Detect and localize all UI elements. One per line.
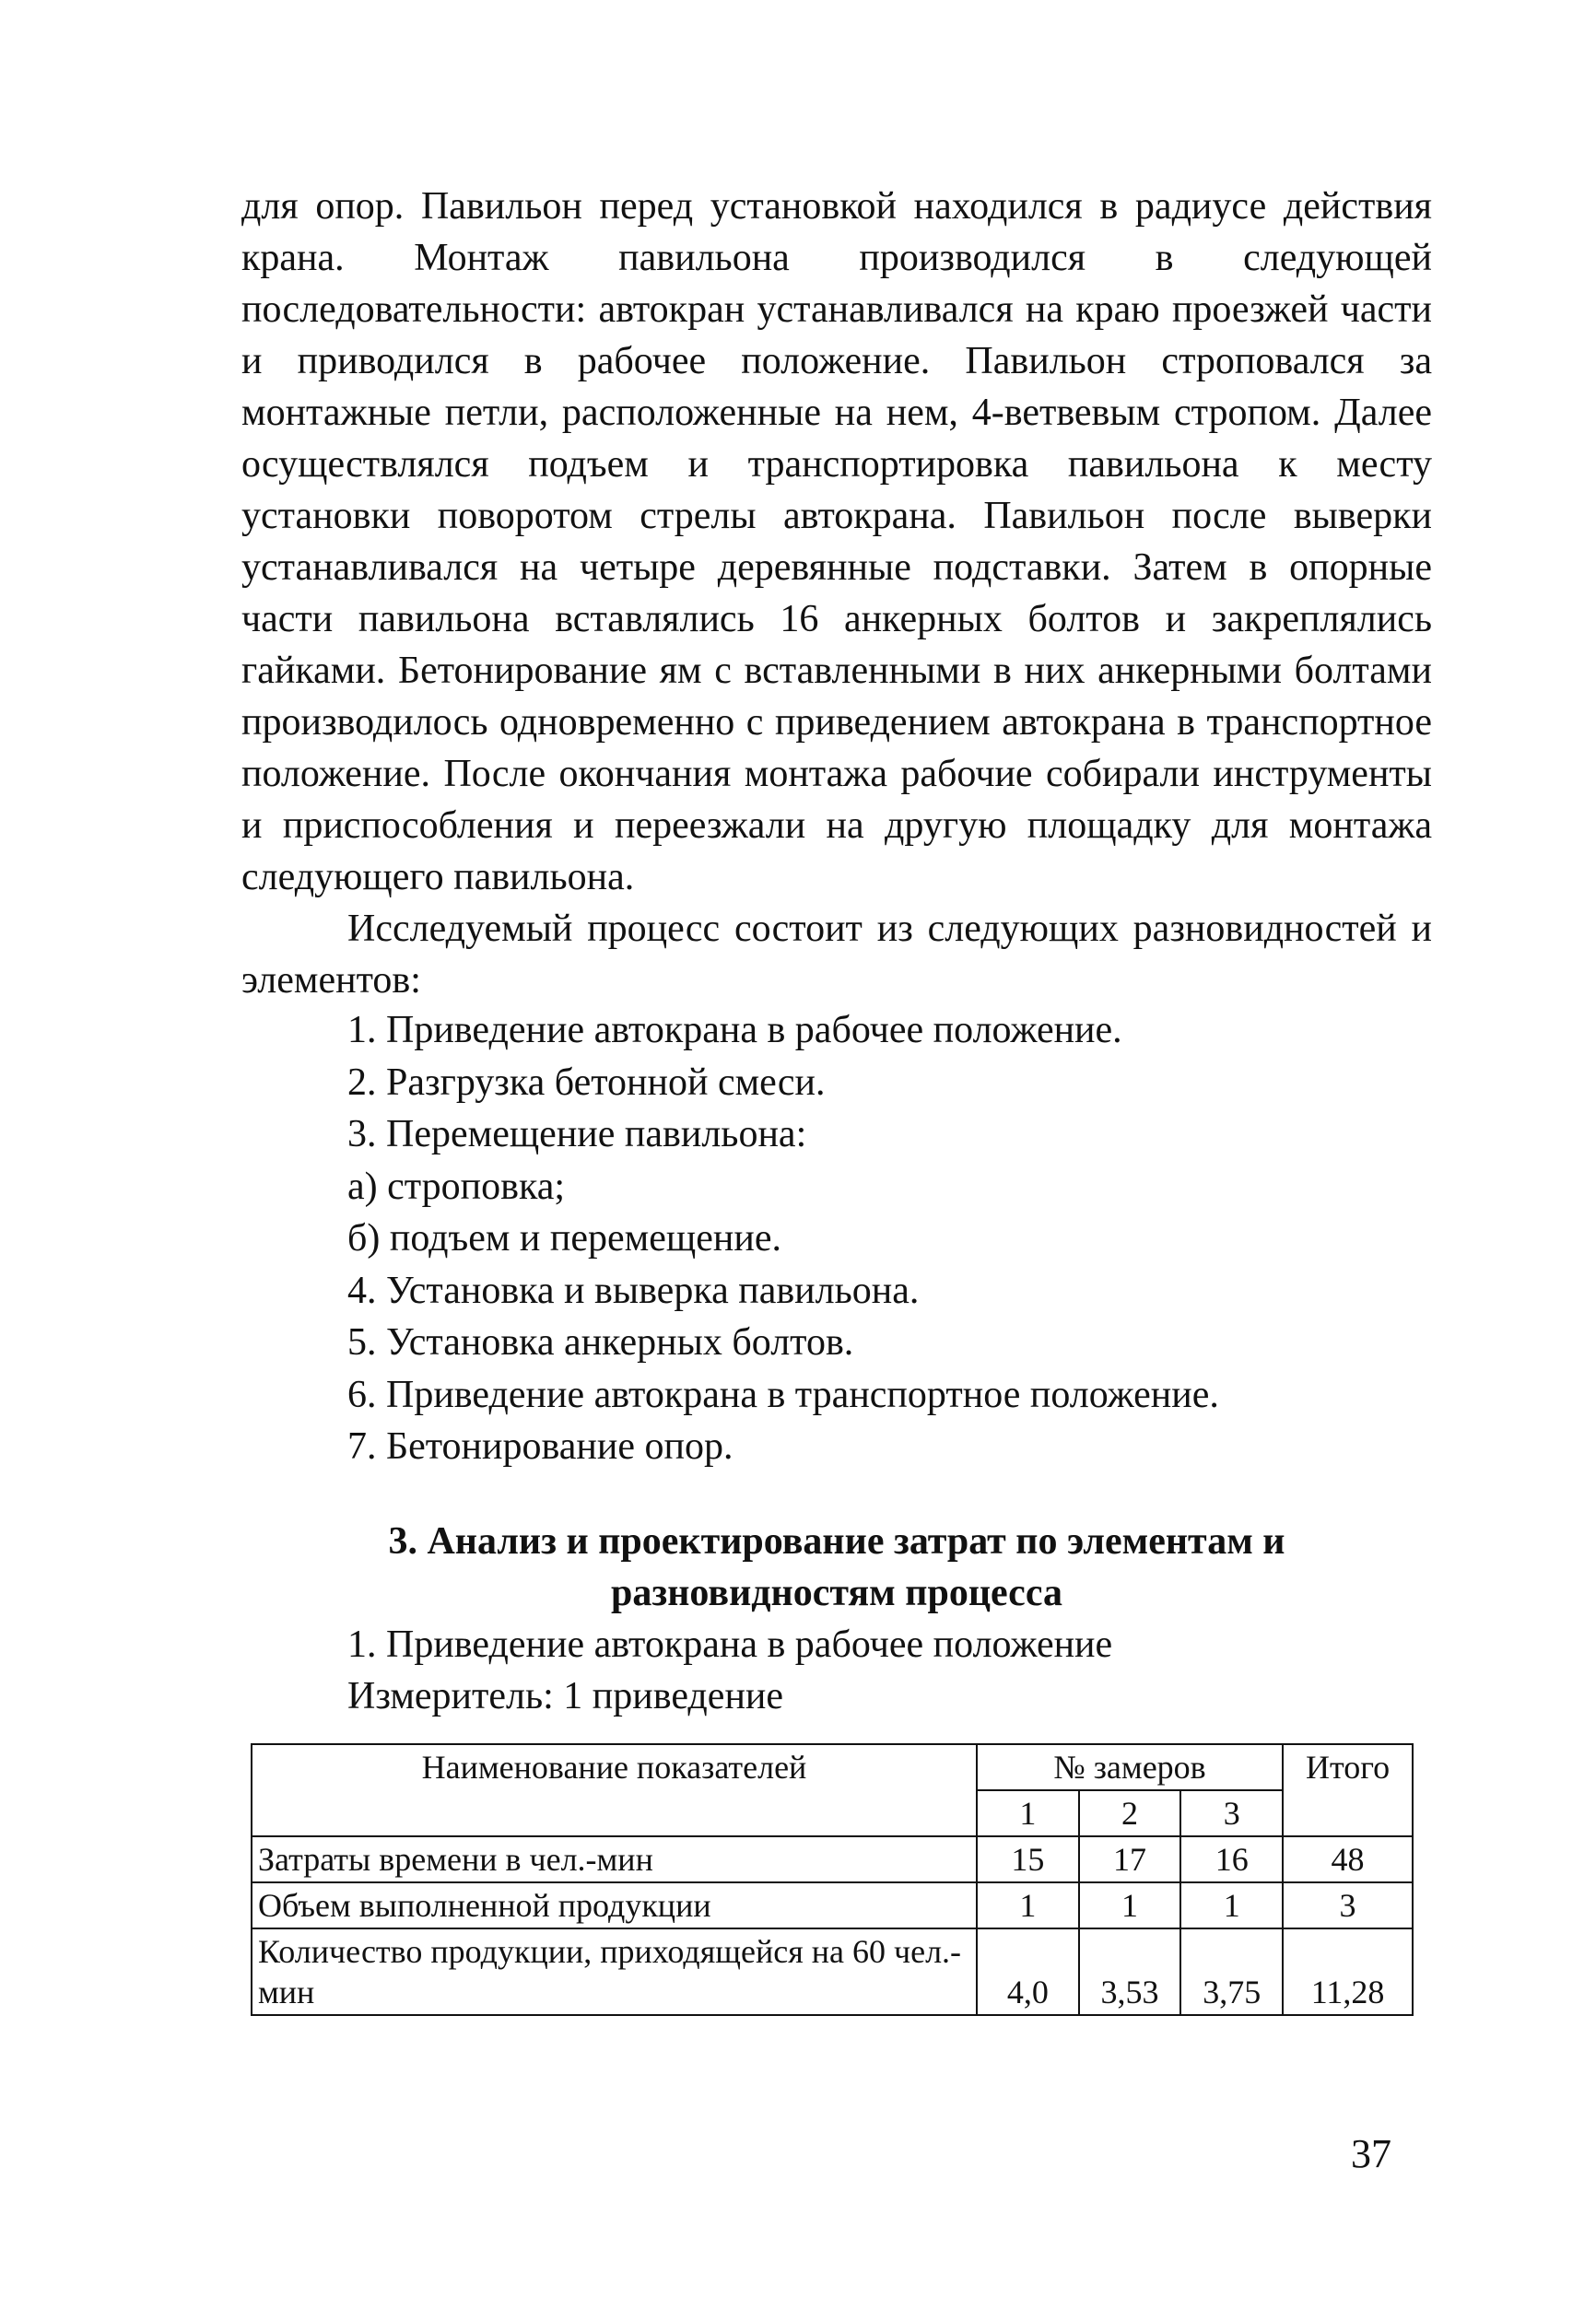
row-total: 11,28 xyxy=(1283,1928,1413,2015)
row-value: 4,0 xyxy=(977,1928,1079,2015)
header-measurement-numbers: № замеров xyxy=(977,1744,1283,1790)
paragraph-installation-description: для опор. Павильон перед установкой находился в радиусе действия крана. Монтаж павильона производился в следующей последовательности: автокран устанавливался на краю проезжей части и приводился в рабочее положение. Павильон строповался за монтажные петли, расположенные на нем, 4-ветвевым стропом. Далее осуществлялся подъем и транспортировка павильона к месту установки поворотом стрелы автокрана. Павильон после выверки устанавливался на четыре деревянные подставки. Затем в опорные части павильона вставлялись 16 анкерных болтов и закреплялись гайками. Бетонирование ям с вставленными в них анкерными болтами производилось одновременно с приведением автокрана в транспортное положение. После окончания монтажа рабочие собирали инструменты и приспособления и переезжали на другую площадку для монтажа следующего павильона. xyxy=(241,185,1432,898)
section-heading xyxy=(241,1516,1432,1619)
subsection-title: 1. Приведение автокрана в рабочее положение xyxy=(347,1623,1113,1666)
table-row xyxy=(252,1928,1413,2015)
row-name: Количество продукции, приходящейся на 60 чел.-мин xyxy=(252,1928,977,2015)
row-value: 1 xyxy=(1180,1882,1283,1928)
paragraph-process-intro: Исследуемый процесс состоит из следующих разновидностей и элементов: xyxy=(241,908,1432,1002)
row-value: 17 xyxy=(1079,1836,1181,1882)
header-total: Итого xyxy=(1283,1744,1413,1836)
measurements-table xyxy=(251,1743,1414,2016)
row-value: 3,75 xyxy=(1180,1928,1283,2015)
row-value: 16 xyxy=(1180,1836,1283,1882)
row-value: 15 xyxy=(977,1836,1079,1882)
row-value: 1 xyxy=(977,1882,1079,1928)
list-item: б) подъем и перемещение. xyxy=(347,1217,781,1260)
list-item: 7. Бетонирование опор. xyxy=(347,1425,733,1468)
table-row xyxy=(252,1882,1413,1928)
header-measurement-1: 1 xyxy=(977,1790,1079,1836)
header-measurement-3: 3 xyxy=(1180,1790,1283,1836)
row-value: 3,53 xyxy=(1079,1928,1181,2015)
section-heading-line-1: 3. Анализ и проектирование затрат по элементам и xyxy=(388,1520,1285,1563)
list-item: 2. Разгрузка бетонной смеси. xyxy=(347,1061,826,1104)
row-total: 48 xyxy=(1283,1836,1413,1882)
list-item: 1. Приведение автокрана в рабочее положение. xyxy=(347,1009,1122,1051)
row-total: 3 xyxy=(1283,1882,1413,1928)
table-row xyxy=(252,1836,1413,1882)
process-elements-list xyxy=(347,1004,1219,1473)
list-item: а) строповка; xyxy=(347,1165,566,1208)
row-name: Затраты времени в чел.-мин xyxy=(252,1836,977,1882)
header-measurement-2: 2 xyxy=(1079,1790,1181,1836)
list-item: 6. Приведение автокрана в транспортное положение. xyxy=(347,1373,1219,1416)
list-item: 3. Перемещение павильона: xyxy=(347,1113,807,1155)
row-value: 1 xyxy=(1079,1882,1181,1928)
measure-unit: Измеритель: 1 приведение xyxy=(347,1675,784,1717)
section-heading-line-2: разновидностям процесса xyxy=(611,1572,1062,1614)
row-name: Объем выполненной продукции xyxy=(252,1882,977,1928)
list-item: 4. Установка и выверка павильона. xyxy=(347,1269,920,1312)
list-item: 5. Установка анкерных болтов. xyxy=(347,1321,854,1364)
page-number: 37 xyxy=(1351,2131,1391,2176)
header-indicator-name: Наименование показателей xyxy=(252,1744,977,1836)
table-header-row xyxy=(252,1744,1413,1790)
